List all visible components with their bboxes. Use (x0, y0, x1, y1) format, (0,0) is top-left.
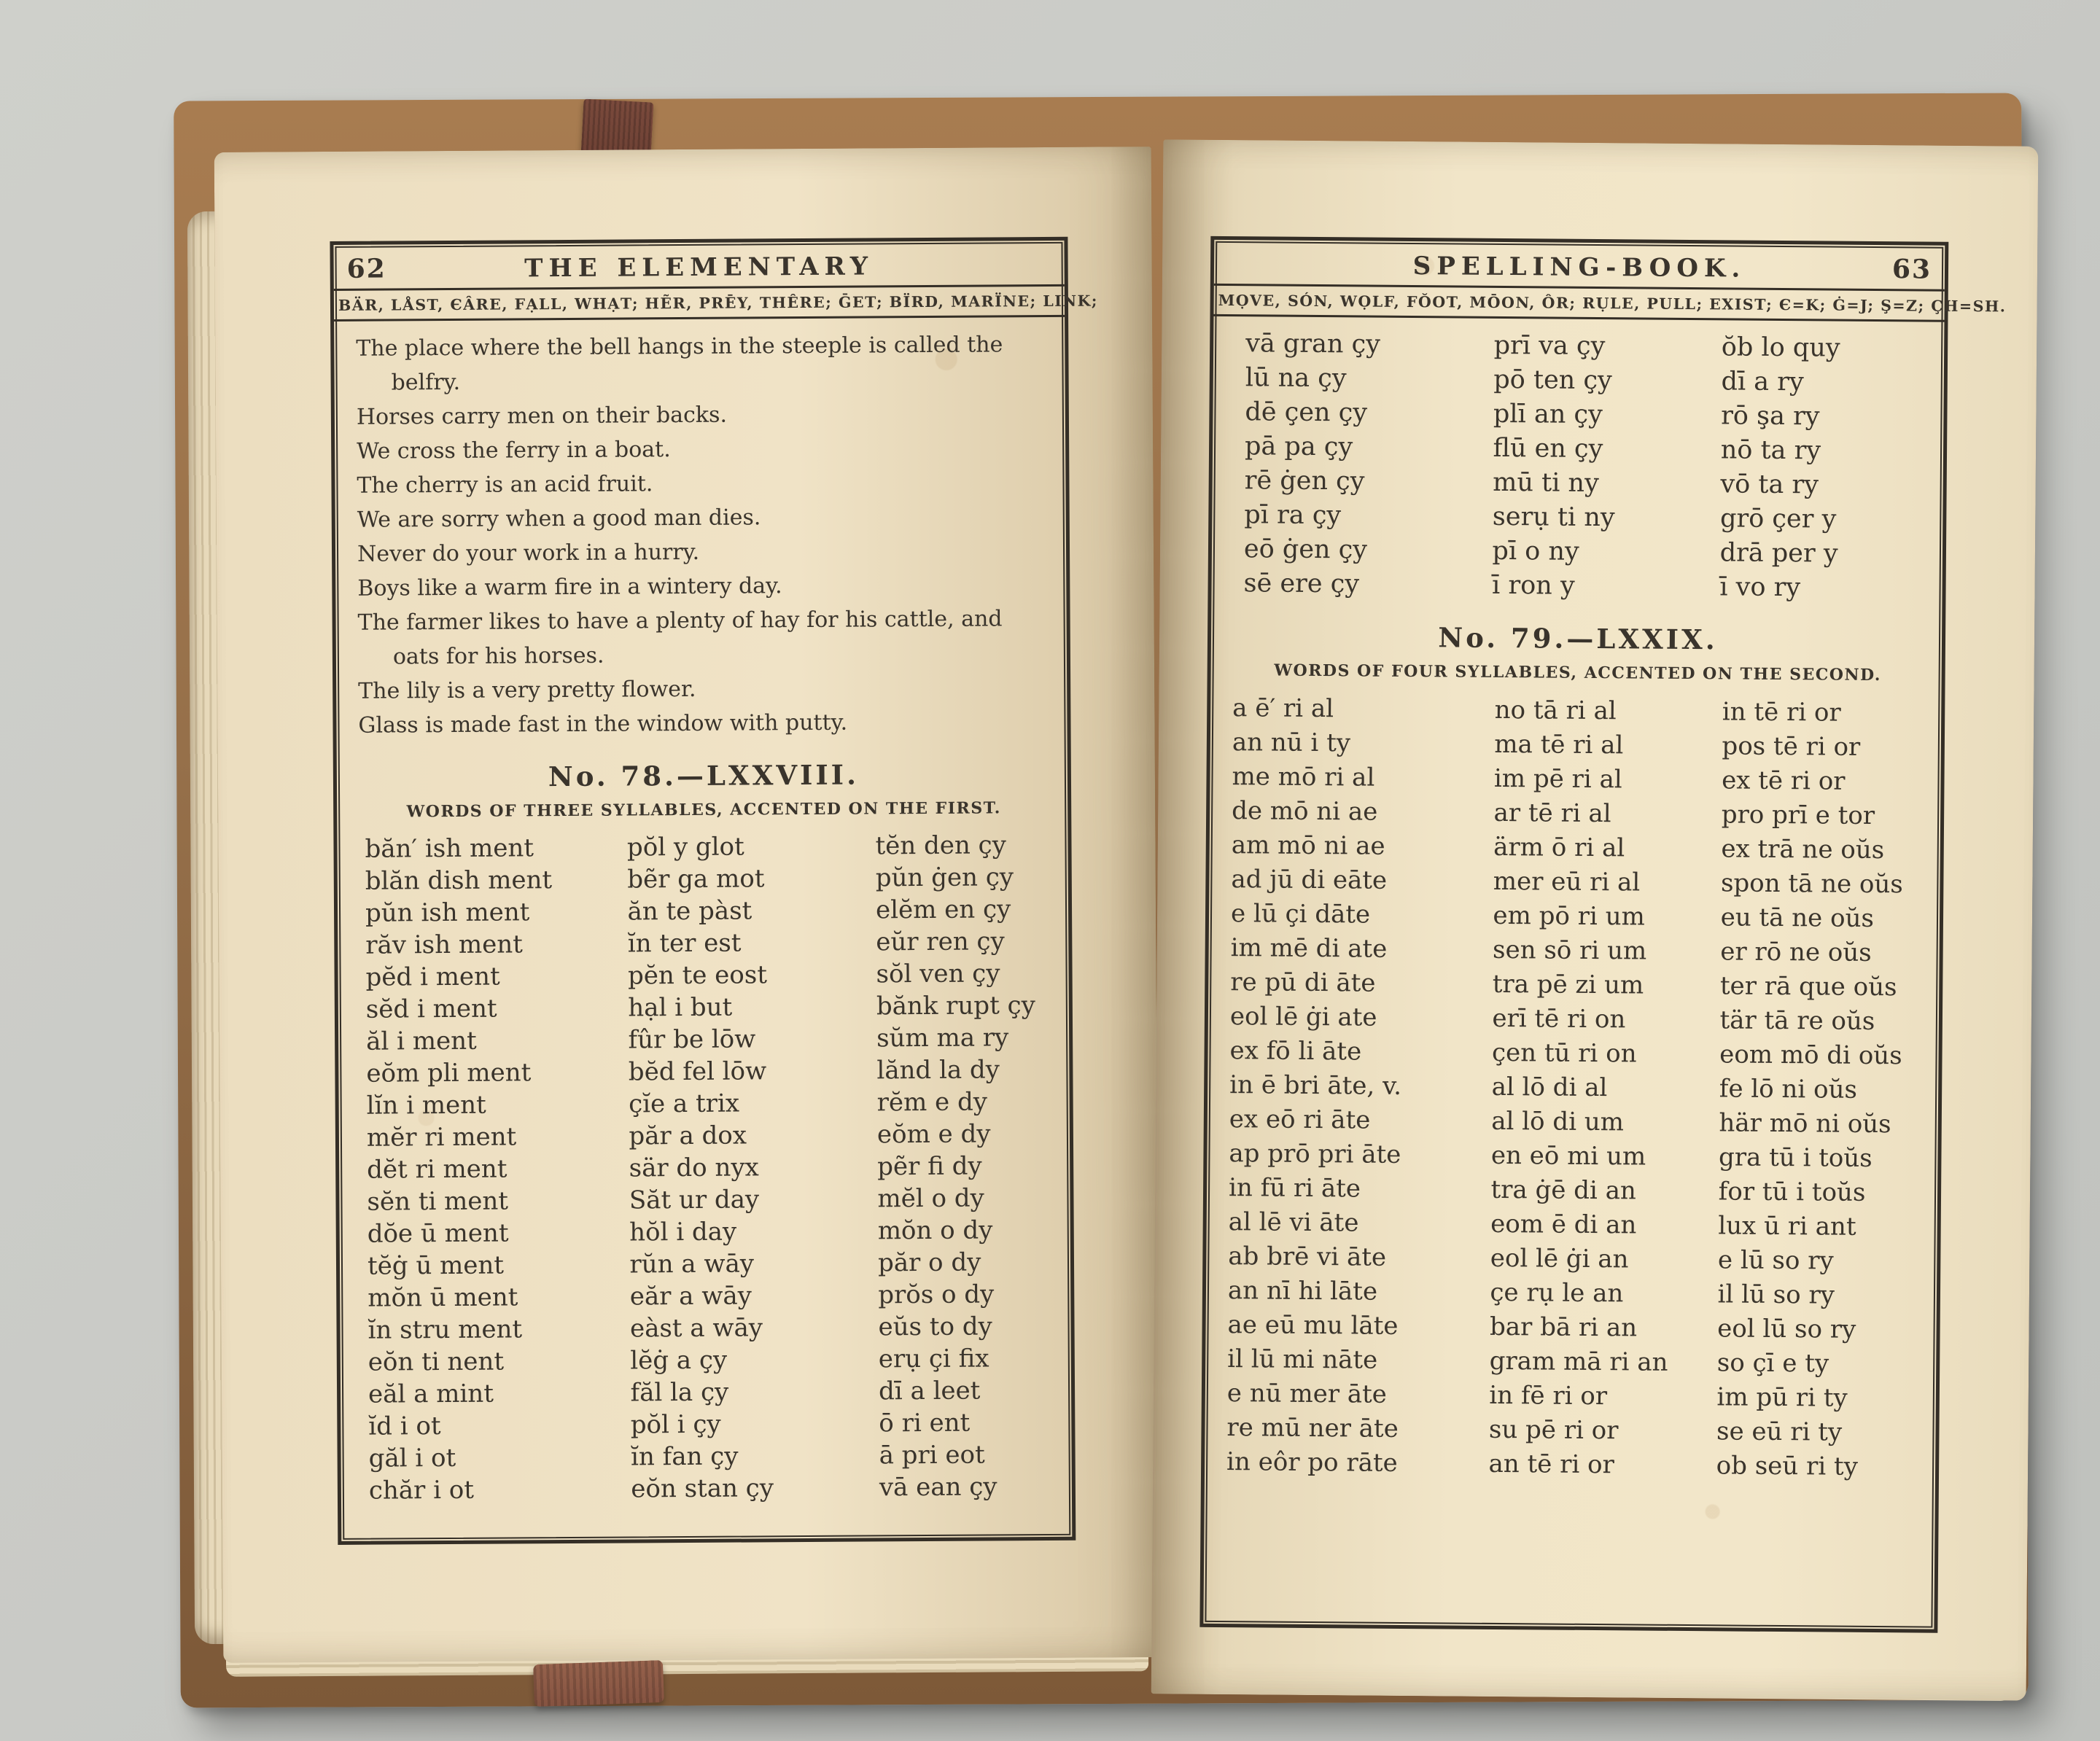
word-item: ĭn stru ment (368, 1314, 523, 1345)
word-item: il lū mi nāte (1227, 1344, 1378, 1375)
word-item: al lō di al (1491, 1072, 1608, 1103)
word-item: ŏb lo quy (1721, 332, 1840, 363)
word-item: in fū ri āte (1228, 1173, 1361, 1204)
section-title-79: No. 79.—LXXIX. (1438, 621, 1718, 656)
word-item: dē çen çy (1245, 397, 1368, 428)
word-item: im mē di ate (1230, 933, 1388, 964)
word-item: tĕġ ū ment (367, 1250, 505, 1281)
word-item: ĭn fan çy (630, 1441, 739, 1472)
word-item: eol lē ġi ate (1229, 1002, 1377, 1032)
word-item: ar tē ri al (1493, 798, 1611, 829)
word-item: găl i ot (368, 1443, 456, 1473)
word-item: nō ta ry (1720, 435, 1821, 466)
word-item: eom mō di oŭs (1719, 1040, 1902, 1071)
word-item: pī o ny (1492, 536, 1579, 566)
word-item: eŏn stan çy (631, 1473, 774, 1504)
word-column-2 (627, 830, 879, 1505)
word-item: păr a dox (629, 1121, 747, 1151)
word-item: rē ġen çy (1244, 466, 1365, 496)
word-item: erụ çi fix (878, 1344, 989, 1374)
word-item: gram mā ri an (1489, 1346, 1668, 1377)
word-item: çen tū ri on (1491, 1037, 1637, 1069)
word-item: em pō ri um (1493, 900, 1645, 932)
word-item: ab brē vi āte (1228, 1242, 1387, 1272)
word-item: in ē bri āte, v. (1229, 1070, 1402, 1101)
word-item: grō çer y (1719, 504, 1837, 534)
word-item: pī ra çy (1244, 500, 1342, 531)
word-item: eŏm e dy (876, 1119, 991, 1150)
word-item: mŏn ū ment (368, 1282, 518, 1313)
word-item: sŏl ven çy (876, 959, 1000, 989)
word-item: ĭn ter est (627, 928, 742, 959)
word-column-2 (1488, 693, 1722, 1483)
ribbon-bookmark-bottom (533, 1660, 664, 1707)
word-item: tra ġē di an (1490, 1175, 1637, 1206)
page-63-printed-frame (1199, 236, 2007, 1633)
word-table-77-continued (1233, 327, 1925, 606)
word-item: rĕm e dy (876, 1087, 988, 1118)
word-item: prī va çy (1493, 330, 1606, 362)
word-item: drā per y (1719, 538, 1838, 569)
sentence: Never do your work in a hurry. (357, 539, 700, 567)
word-item: răv ish ment (365, 930, 523, 960)
page-62-printed-frame (330, 237, 1099, 1545)
word-column-1 (1233, 327, 1493, 603)
word-item: ex tē ri or (1721, 766, 1846, 796)
word-item: çe rụ le an (1490, 1277, 1624, 1309)
word-item: elĕm en çy (875, 895, 1011, 925)
word-item: Săt ur day (629, 1185, 760, 1215)
word-item: pĕn te eost (627, 960, 768, 991)
word-item: ex trā ne oŭs (1721, 834, 1885, 865)
word-item: rŭn a wāy (629, 1249, 755, 1280)
word-item: eăl a mint (368, 1379, 494, 1409)
word-item: lū na çy (1245, 363, 1347, 394)
section-title-78: No. 78.—LXXVIII. (548, 758, 860, 793)
word-item: mĕr ri ment (366, 1122, 517, 1153)
word-item: sē ere çy (1243, 569, 1360, 599)
word-item: bẽr ga mot (627, 864, 765, 895)
word-item: ā pri eot (879, 1440, 985, 1471)
word-item: re mū ner āte (1226, 1413, 1399, 1444)
word-item: an tē ri or (1488, 1449, 1614, 1480)
word-item: tär tā re oŭs (1719, 1005, 1875, 1037)
running-head-right: SPELLING-BOOK. (1412, 252, 1746, 284)
sentence: Horses carry men on their backs. (356, 402, 728, 430)
word-item: an nī hi lāte (1227, 1276, 1378, 1306)
page-number-right: 63 (1891, 254, 1932, 285)
word-item: eŭs to dy (878, 1312, 992, 1342)
word-item: flū en çy (1493, 433, 1603, 464)
word-item: ob seū ri ty (1716, 1451, 1859, 1481)
word-item: se eū ri ty (1716, 1417, 1843, 1447)
word-item: ăn te pàst (627, 896, 752, 927)
page-62 (214, 147, 1161, 1663)
word-item: vō ta ry (1720, 470, 1819, 500)
word-item: de mō ni ae (1232, 796, 1378, 827)
word-item: hạl i but (628, 992, 733, 1023)
word-item: blăn dish ment (365, 865, 553, 896)
word-item: păr o dy (877, 1247, 981, 1278)
sentence: Boys like a warm fire in a wintery day. (357, 573, 782, 601)
word-item: al lē vi āte (1228, 1207, 1359, 1238)
word-item: am mō ni ae (1231, 830, 1385, 861)
word-item: eom ē di an (1490, 1209, 1637, 1240)
word-item: dĕt ri ment (367, 1154, 508, 1185)
word-table-78 (359, 829, 1053, 1507)
word-item: prŏs o dy (878, 1280, 995, 1310)
word-item: sĕd i ment (365, 994, 497, 1024)
word-item: ter rā que oŭs (1719, 971, 1897, 1002)
sentence: The cherry is an acid fruit. (357, 471, 653, 499)
word-item: sŭm ma ry (876, 1023, 1009, 1053)
word-item: eō ġen çy (1243, 534, 1368, 565)
word-item: eàst a wāy (629, 1313, 763, 1344)
word-item: ärm ō ri al (1493, 832, 1625, 863)
word-item: pā pa çy (1244, 432, 1353, 462)
word-item: lux ū ri ant (1718, 1211, 1856, 1242)
word-item: il lū so ry (1717, 1280, 1835, 1310)
word-item: fûr be lōw (628, 1024, 756, 1055)
word-item: eu tā ne oŭs (1720, 903, 1875, 934)
word-item: ae eū mu lāte (1227, 1310, 1399, 1341)
page-62-header (333, 241, 1064, 291)
word-item: vā gran çy (1245, 329, 1381, 359)
word-item: ap prō pri āte (1229, 1139, 1401, 1169)
word-item: rō şa ry (1720, 401, 1820, 432)
word-item: mŏn o dy (877, 1215, 993, 1246)
running-head-left: THE ELEMENTARY (524, 252, 874, 284)
word-item: här mō ni oŭs (1719, 1108, 1891, 1140)
word-item: dŏe ū ment (367, 1218, 509, 1249)
word-item: mĕl o dy (877, 1183, 984, 1214)
word-item: ĭd i ot (368, 1411, 441, 1441)
word-item: bĕd fel lōw (628, 1056, 767, 1087)
word-column-1 (1226, 691, 1495, 1481)
word-item: ma tē ri al (1494, 729, 1624, 760)
word-column-3 (875, 829, 1053, 1503)
section-subtitle-79: WORDS OF FOUR SYLLABLES, ACCENTED ON THE SECOND. (1274, 661, 1882, 685)
word-item: pō ten çy (1493, 365, 1612, 396)
page-63-body (1205, 316, 1944, 1485)
word-item: lănd la dy (876, 1055, 1000, 1086)
word-item: al lō di um (1491, 1106, 1625, 1137)
word-column-3 (1716, 695, 1923, 1484)
word-item: e nū mer āte (1226, 1379, 1388, 1409)
word-item: pos tē ri or (1722, 731, 1861, 762)
word-item: eŏn ti nent (368, 1347, 505, 1377)
word-item: en eō mi um (1490, 1140, 1646, 1172)
word-item: in fē ri or (1489, 1380, 1608, 1411)
word-item: bănk rupt çy (876, 991, 1035, 1021)
word-item: çĭe a trix (629, 1088, 740, 1119)
word-column-3 (1719, 330, 1925, 606)
word-item: dī a leet (878, 1376, 981, 1406)
word-item: re pū di āte (1230, 967, 1376, 998)
word-table-79 (1226, 691, 1922, 1484)
word-item: er rō ne oŭs (1720, 937, 1872, 967)
word-item: lĭn i ment (366, 1090, 486, 1121)
sentence: We cross the ferry in a boat. (357, 437, 671, 464)
word-item: hŏl i day (629, 1217, 737, 1247)
word-item: erī tē ri on (1492, 1003, 1626, 1035)
word-item: for tū i toŭs (1718, 1177, 1866, 1207)
word-item: dī a ry (1721, 367, 1804, 397)
page-number-left: 62 (346, 253, 386, 284)
word-item: tra pē zi um (1492, 969, 1644, 1000)
page-62-body (334, 317, 1072, 1507)
word-item: serụ ti ny (1492, 502, 1615, 533)
word-item: ex eō ri āte (1229, 1105, 1371, 1135)
word-column-1 (359, 832, 631, 1507)
word-item: eŏm pli ment (366, 1058, 532, 1088)
word-item: plī an çy (1493, 399, 1603, 430)
word-item: lĕġ a çy (630, 1345, 728, 1376)
word-item: im pē ri al (1493, 763, 1622, 795)
word-item: tĕn den çy (875, 830, 1006, 861)
word-item: ī vo ry (1719, 572, 1801, 603)
word-item: ō ri ent (879, 1408, 971, 1438)
practice-sentences (356, 327, 1048, 743)
sentence: The place where the bell hangs in the steeple is called the belfry. (356, 332, 1003, 396)
word-item: ex fō li āte (1229, 1036, 1362, 1067)
word-column-2 (1492, 329, 1722, 604)
word-item: pŏl y glot (626, 832, 744, 862)
word-item: eol lū so ry (1717, 1314, 1856, 1344)
word-item: mū ti ny (1493, 467, 1599, 499)
word-item: spon tā ne oŭs (1720, 868, 1903, 900)
word-item: so çī e ty (1716, 1348, 1829, 1379)
word-item: ăl i ment (366, 1026, 477, 1056)
word-item: bar bā ri an (1489, 1312, 1638, 1343)
word-item: pŭn ġen çy (875, 862, 1014, 893)
word-item: fe lō ni oŭs (1719, 1074, 1858, 1105)
word-item: mer eū ri al (1493, 866, 1641, 897)
sentence: The lily is a very pretty flower. (358, 676, 696, 704)
page-63 (1151, 139, 2039, 1700)
sentence: We are sorry when a good man dies. (357, 505, 761, 533)
sentence: Glass is made fast in the window with putty. (358, 709, 848, 739)
word-item: eŭr ren çy (876, 927, 1005, 957)
word-item: sen sō ri um (1492, 935, 1647, 966)
word-item: pẽr fi dy (877, 1151, 982, 1182)
word-item: sär do nyx (629, 1153, 759, 1183)
word-item: e lū so ry (1717, 1245, 1834, 1276)
section-subtitle-78: WORDS OF THREE SYLLABLES, ACCENTED ON THE FIRST. (406, 798, 1001, 822)
word-item: in eôr po rāte (1226, 1447, 1398, 1478)
word-item: me mō ri al (1232, 762, 1375, 792)
word-item: pĕd i ment (365, 962, 500, 992)
page-63-header (1214, 240, 1945, 292)
word-item: su pē ri or (1488, 1414, 1619, 1446)
word-item: eăr a wāy (629, 1281, 752, 1312)
word-item: pŭn ish ment (365, 897, 530, 928)
word-item: ad jū di eāte (1231, 865, 1388, 895)
word-item: eol lē ġi an (1490, 1243, 1629, 1274)
word-item: gra tū i toŭs (1718, 1142, 1872, 1173)
pronunciation-key-left: BÄR, LÅST, ЄÂRE, FẠLL, WHẠT; HẼR, PRĒY, THÊRE; ḠET; BÏRD, MARÏNE; LINK; (334, 287, 1065, 322)
word-item: băn′ ish ment (365, 833, 534, 864)
word-item: ī ron y (1491, 570, 1575, 601)
word-item: făl la çy (630, 1377, 729, 1408)
word-item: a ē′ ri al (1232, 693, 1334, 724)
pronunciation-key-right: MỌVE, SÓN, WỌLF, FŎOT, MŌON, ÔR; RỤLE, PULL; EXIST; Є=K; Ġ=J; Ş=Z; ÇH=SH. (1213, 286, 1944, 322)
word-item: im pū ri ty (1716, 1382, 1848, 1413)
word-item: pro prī e tor (1721, 800, 1875, 831)
sentence: The farmer likes to have a plenty of hay for his cattle, and oats for his horses. (357, 606, 1003, 670)
word-item: no tā ri al (1494, 695, 1617, 726)
word-item: e lū çi dāte (1230, 899, 1371, 930)
word-item: sĕn ti ment (367, 1186, 509, 1217)
word-item: in tē ri or (1722, 697, 1841, 728)
word-item: an nū i ty (1232, 728, 1351, 758)
word-item: pŏl i çy (630, 1409, 721, 1440)
word-item: chăr i ot (368, 1475, 475, 1506)
word-item: vā ean çy (879, 1472, 998, 1503)
